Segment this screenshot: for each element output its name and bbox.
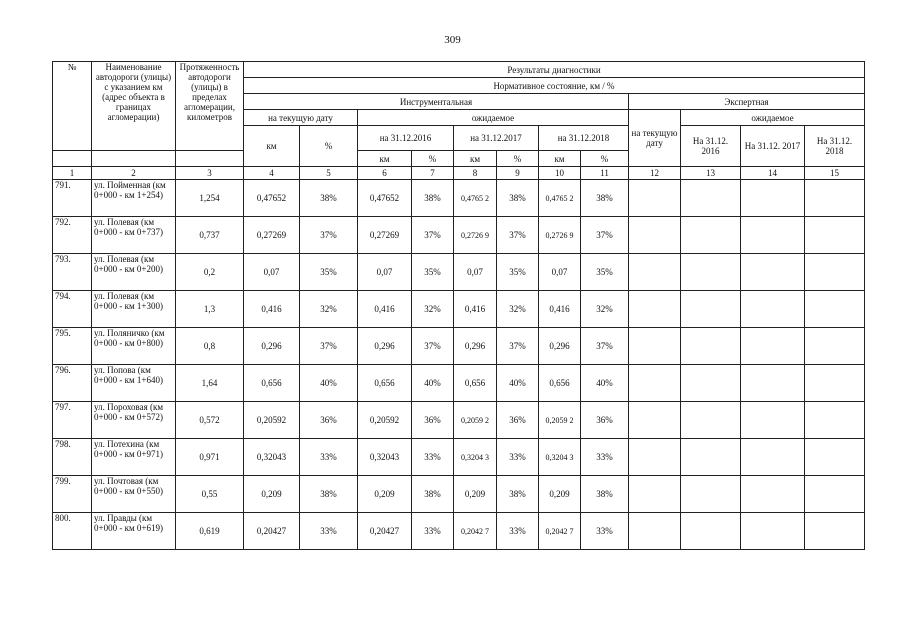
- expert-cell: [629, 328, 681, 365]
- header-length: Протяженность автодороги (улицы) в пределах агломерации, километров: [176, 62, 244, 151]
- column-number: 11: [581, 167, 629, 180]
- pct-2016: 37%: [412, 328, 454, 365]
- header-expected: ожидаемое: [358, 110, 629, 126]
- expert-cell: [629, 476, 681, 513]
- pct-2016: 35%: [412, 254, 454, 291]
- header-pct-2018: %: [581, 151, 629, 167]
- km-2017: 0,3204 3: [454, 439, 497, 476]
- expert-cell: [681, 291, 741, 328]
- table-row: [53, 402, 865, 439]
- road-name: ул. Пороховая (км 0+000 - км 0+572): [92, 402, 176, 439]
- pct-2018: 38%: [581, 476, 629, 513]
- road-length: 0,619: [176, 513, 244, 550]
- row-number: 800.: [53, 513, 92, 550]
- header-expert: Экспертная: [629, 94, 865, 110]
- km-2016: 0,47652: [358, 180, 412, 217]
- header-normative: Нормативное состояние, км / %: [244, 78, 865, 94]
- pct-2018: 32%: [581, 291, 629, 328]
- column-number: 1: [53, 167, 92, 180]
- pct-2018: 35%: [581, 254, 629, 291]
- road-length: 1,3: [176, 291, 244, 328]
- current-km: 0,27269: [244, 217, 300, 254]
- table-row: [53, 365, 865, 402]
- header-2016: на 31.12.2016: [358, 126, 454, 151]
- km-2018: 0,656: [539, 365, 581, 402]
- current-pct: 36%: [300, 402, 358, 439]
- pct-2016: 33%: [412, 439, 454, 476]
- expert-cell: [681, 254, 741, 291]
- pct-2017: 37%: [497, 217, 539, 254]
- current-km: 0,20427: [244, 513, 300, 550]
- header-pct: %: [300, 126, 358, 167]
- column-number: 7: [412, 167, 454, 180]
- km-2018: 0,416: [539, 291, 581, 328]
- pct-2017: 33%: [497, 439, 539, 476]
- expert-cell: [805, 513, 865, 550]
- road-name: ул. Потехина (км 0+000 - км 0+971): [92, 439, 176, 476]
- km-2017: 0,656: [454, 365, 497, 402]
- current-pct: 32%: [300, 291, 358, 328]
- km-2017: 0,2042 7: [454, 513, 497, 550]
- current-km: 0,656: [244, 365, 300, 402]
- table-row: [53, 254, 865, 291]
- expert-cell: [681, 365, 741, 402]
- pct-2017: 38%: [497, 476, 539, 513]
- pct-2018: 38%: [581, 180, 629, 217]
- header-num: №: [53, 62, 92, 151]
- header-km-2018: км: [539, 151, 581, 167]
- road-name: ул. Почтовая (км 0+000 - км 0+550): [92, 476, 176, 513]
- table-row: [53, 439, 865, 476]
- column-number: 3: [176, 167, 244, 180]
- expert-cell: [629, 365, 681, 402]
- expert-cell: [741, 254, 805, 291]
- current-pct: 33%: [300, 439, 358, 476]
- column-number: 2: [92, 167, 176, 180]
- row-number: 793.: [53, 254, 92, 291]
- expert-cell: [805, 365, 865, 402]
- expert-cell: [805, 291, 865, 328]
- expert-cell: [741, 180, 805, 217]
- road-name: ул. Полевая (км 0+000 - км 0+200): [92, 254, 176, 291]
- expert-cell: [805, 328, 865, 365]
- km-2018: 0,2042 7: [539, 513, 581, 550]
- column-number: 12: [629, 167, 681, 180]
- expert-cell: [805, 180, 865, 217]
- pct-2017: 37%: [497, 328, 539, 365]
- column-numbers-row: [53, 167, 865, 180]
- header-current-date: на текущую дату: [244, 110, 358, 126]
- pct-2016: 37%: [412, 217, 454, 254]
- km-2018: 0,296: [539, 328, 581, 365]
- header-2018: на 31.12.2018: [539, 126, 629, 151]
- column-number: 9: [497, 167, 539, 180]
- expert-cell: [629, 513, 681, 550]
- row-number: 794.: [53, 291, 92, 328]
- page-number: 309: [444, 34, 461, 46]
- row-number: 798.: [53, 439, 92, 476]
- table-row: [53, 291, 865, 328]
- table-header: [53, 62, 865, 180]
- pct-2016: 40%: [412, 365, 454, 402]
- expert-cell: [741, 291, 805, 328]
- expert-cell: [629, 291, 681, 328]
- road-length: 0,971: [176, 439, 244, 476]
- pct-2016: 38%: [412, 180, 454, 217]
- pct-2018: 40%: [581, 365, 629, 402]
- expert-cell: [681, 402, 741, 439]
- pct-2016: 32%: [412, 291, 454, 328]
- row-number: 799.: [53, 476, 92, 513]
- header-exp-expected: ожидаемое: [681, 110, 865, 126]
- row-number: 792.: [53, 217, 92, 254]
- road-name: ул. Полевая (км 0+000 - км 1+300): [92, 291, 176, 328]
- expert-cell: [681, 476, 741, 513]
- column-number: 8: [454, 167, 497, 180]
- table-row: [53, 476, 865, 513]
- road-length: 1,64: [176, 365, 244, 402]
- diagnostics-table: [52, 61, 865, 550]
- expert-cell: [805, 476, 865, 513]
- table-row: [53, 217, 865, 254]
- expert-cell: [629, 439, 681, 476]
- km-2016: 0,296: [358, 328, 412, 365]
- current-pct: 38%: [300, 180, 358, 217]
- header-exp-2017: На 31.12. 2017: [741, 126, 805, 167]
- road-name: ул. Полевая (км 0+000 - км 0+737): [92, 217, 176, 254]
- km-2017: 0,07: [454, 254, 497, 291]
- expert-cell: [741, 217, 805, 254]
- current-pct: 37%: [300, 217, 358, 254]
- pct-2017: 36%: [497, 402, 539, 439]
- road-name: ул. Правды (км 0+000 - км 0+619): [92, 513, 176, 550]
- header-pct-2016: %: [412, 151, 454, 167]
- road-length: 0,572: [176, 402, 244, 439]
- km-2016: 0,416: [358, 291, 412, 328]
- expert-cell: [681, 217, 741, 254]
- expert-cell: [741, 328, 805, 365]
- km-2016: 0,20427: [358, 513, 412, 550]
- expert-cell: [741, 476, 805, 513]
- current-pct: 40%: [300, 365, 358, 402]
- pct-2016: 36%: [412, 402, 454, 439]
- pct-2017: 33%: [497, 513, 539, 550]
- pct-2017: 40%: [497, 365, 539, 402]
- row-number: 797.: [53, 402, 92, 439]
- header-pct-2017: %: [497, 151, 539, 167]
- km-2017: 0,2726 9: [454, 217, 497, 254]
- pct-2017: 32%: [497, 291, 539, 328]
- expert-cell: [805, 217, 865, 254]
- expert-cell: [681, 180, 741, 217]
- expert-cell: [681, 328, 741, 365]
- table-row: [53, 328, 865, 365]
- km-2016: 0,209: [358, 476, 412, 513]
- current-pct: 37%: [300, 328, 358, 365]
- km-2018: 0,07: [539, 254, 581, 291]
- km-2018: 0,209: [539, 476, 581, 513]
- pct-2018: 37%: [581, 328, 629, 365]
- table-body: [53, 180, 865, 550]
- pct-2016: 38%: [412, 476, 454, 513]
- km-2016: 0,07: [358, 254, 412, 291]
- expert-cell: [805, 254, 865, 291]
- column-number: 4: [244, 167, 300, 180]
- km-2016: 0,656: [358, 365, 412, 402]
- km-2017: 0,416: [454, 291, 497, 328]
- road-name: ул. Попова (км 0+000 - км 1+640): [92, 365, 176, 402]
- pct-2018: 33%: [581, 513, 629, 550]
- row-number: 795.: [53, 328, 92, 365]
- current-km: 0,209: [244, 476, 300, 513]
- header-exp-2018: На 31.12. 2018: [805, 126, 865, 167]
- expert-cell: [629, 180, 681, 217]
- header-km: км: [244, 126, 300, 167]
- km-2017: 0,4765 2: [454, 180, 497, 217]
- current-km: 0,416: [244, 291, 300, 328]
- table-row: [53, 180, 865, 217]
- road-length: 0,2: [176, 254, 244, 291]
- road-length: 0,8: [176, 328, 244, 365]
- km-2017: 0,209: [454, 476, 497, 513]
- km-2018: 0,4765 2: [539, 180, 581, 217]
- pct-2018: 37%: [581, 217, 629, 254]
- expert-cell: [681, 439, 741, 476]
- header-km-2017: км: [454, 151, 497, 167]
- current-km: 0,32043: [244, 439, 300, 476]
- expert-cell: [805, 402, 865, 439]
- km-2017: 0,2059 2: [454, 402, 497, 439]
- expert-cell: [629, 254, 681, 291]
- column-number: 5: [300, 167, 358, 180]
- expert-cell: [805, 439, 865, 476]
- header-2017: на 31.12.2017: [454, 126, 539, 151]
- current-km: 0,296: [244, 328, 300, 365]
- row-number: 791.: [53, 180, 92, 217]
- pct-2017: 38%: [497, 180, 539, 217]
- expert-cell: [741, 439, 805, 476]
- current-km: 0,07: [244, 254, 300, 291]
- current-km: 0,20592: [244, 402, 300, 439]
- km-2018: 0,3204 3: [539, 439, 581, 476]
- road-length: 0,737: [176, 217, 244, 254]
- pct-2017: 35%: [497, 254, 539, 291]
- header-road-name: Наименование автодороги (улицы) с указанием км (адрес объекта в границах агломерации): [92, 62, 176, 151]
- column-number: 10: [539, 167, 581, 180]
- km-2016: 0,27269: [358, 217, 412, 254]
- row-number: 796.: [53, 365, 92, 402]
- column-number: 14: [741, 167, 805, 180]
- expert-cell: [741, 402, 805, 439]
- road-name: ул. Пойменная (км 0+000 - км 1+254): [92, 180, 176, 217]
- expert-cell: [681, 513, 741, 550]
- header-results: Результаты диагностики: [244, 62, 865, 78]
- km-2018: 0,2059 2: [539, 402, 581, 439]
- expert-cell: [629, 217, 681, 254]
- road-name: ул. Поляничко (км 0+000 - км 0+800): [92, 328, 176, 365]
- expert-cell: [629, 402, 681, 439]
- column-number: 6: [358, 167, 412, 180]
- km-2016: 0,32043: [358, 439, 412, 476]
- km-2016: 0,20592: [358, 402, 412, 439]
- pct-2018: 36%: [581, 402, 629, 439]
- road-length: 0,55: [176, 476, 244, 513]
- current-pct: 33%: [300, 513, 358, 550]
- expert-cell: [741, 513, 805, 550]
- km-2018: 0,2726 9: [539, 217, 581, 254]
- current-pct: 35%: [300, 254, 358, 291]
- header-exp-2016: На 31.12. 2016: [681, 126, 741, 167]
- pct-2016: 33%: [412, 513, 454, 550]
- current-pct: 38%: [300, 476, 358, 513]
- expert-cell: [741, 365, 805, 402]
- header-km-2016: км: [358, 151, 412, 167]
- pct-2018: 33%: [581, 439, 629, 476]
- table-row: [53, 513, 865, 550]
- km-2017: 0,296: [454, 328, 497, 365]
- column-number: 13: [681, 167, 741, 180]
- road-length: 1,254: [176, 180, 244, 217]
- column-number: 15: [805, 167, 865, 180]
- header-exp-current: на текущую дату: [629, 110, 681, 167]
- header-instrumental: Инструментальная: [244, 94, 629, 110]
- current-km: 0,47652: [244, 180, 300, 217]
